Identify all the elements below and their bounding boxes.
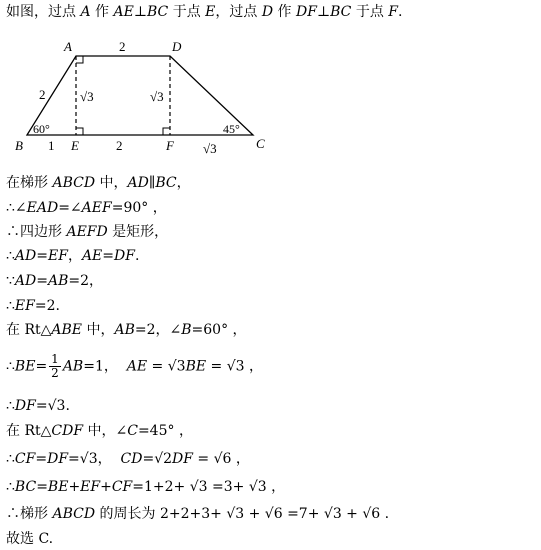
label-b: B [15,138,23,153]
fraction-one-half: $\frac{1}{2}$ [51,352,59,380]
solution-line-3: ∴四边形 AEFD 是矩形， [6,224,169,240]
solution-line-4: ∴AD=EF，AE=DF. [6,248,140,264]
intro-text: 于点 [168,4,206,20]
label-d: D [172,39,182,54]
var-f: F [388,4,399,20]
length-fc: √3 [203,141,217,156]
var-df: DF [296,4,317,20]
label-f: F [166,138,174,153]
angle-c-label: 45° [223,122,240,136]
var-bc: BC [147,4,169,20]
solution-line-14: 故选 C. [6,531,54,547]
length-ef: 2 [116,138,123,153]
intro-text: . [398,4,403,20]
solution-line-7: 在 Rt△ABE 中，AB=2，∠B=60° ， [6,322,247,338]
solution-line-2: ∴∠EAD=∠AEF=90° ， [6,200,167,216]
angle-b-label: 60° [33,122,50,136]
right-angle-mark-a [76,56,83,63]
length-be: 1 [48,138,55,153]
length-df: √3 [150,89,164,104]
intro-text: 作 [90,4,114,20]
intro-text: 作 [273,4,296,20]
perp-symbol: ⊥ [316,4,331,20]
intro-text: 于点 [351,4,389,20]
var-e: E [205,4,216,20]
var-a: A [80,4,91,20]
intro-line [6,2,402,22]
solution-line-10: 在 Rt△CDF 中，∠C=45° ， [6,423,193,439]
trapezoid-outline [27,56,253,135]
solution-line-6: ∴EF=2. [6,298,60,314]
var-bc: BC [330,4,352,20]
label-a: A [64,39,72,54]
right-angle-mark-f [163,128,170,135]
solution-line-9: ∴DF=√3. [6,398,70,414]
length-ab: 2 [39,87,46,102]
right-angle-mark-e [76,128,83,135]
trapezoid-figure [0,30,280,160]
intro-text: 如图，过点 [6,4,81,20]
solution-line-1: 在梯形 ABCD 中，AD∥BC， [6,175,191,191]
solution-line-5: ∵AD=AB=2， [6,273,104,289]
solution-line-8: ∴BE= $\frac{1}{2}$ AB=1， AE = √3BE = √3 ， [6,352,264,380]
solution-line-12: ∴BC=BE+EF+CF=1+2+ √3 =3+ √3 ， [6,479,286,495]
solution-line-13: ∴梯形 ABCD 的周长为 2+2+3+ √3 + √6 =7+ √3 + √6 . [6,506,390,522]
perp-symbol: ⊥ [133,4,147,20]
intro-text: ，过点 [215,4,262,20]
length-ad: 2 [119,39,126,54]
label-e: E [71,138,79,153]
var-ae: AE [113,4,134,20]
solution-line-11: ∴CF=DF=√3， CD=√2DF = √6 ， [6,451,250,467]
length-ae: √3 [80,89,94,104]
label-c: C [256,136,265,151]
var-d: D [261,4,274,20]
